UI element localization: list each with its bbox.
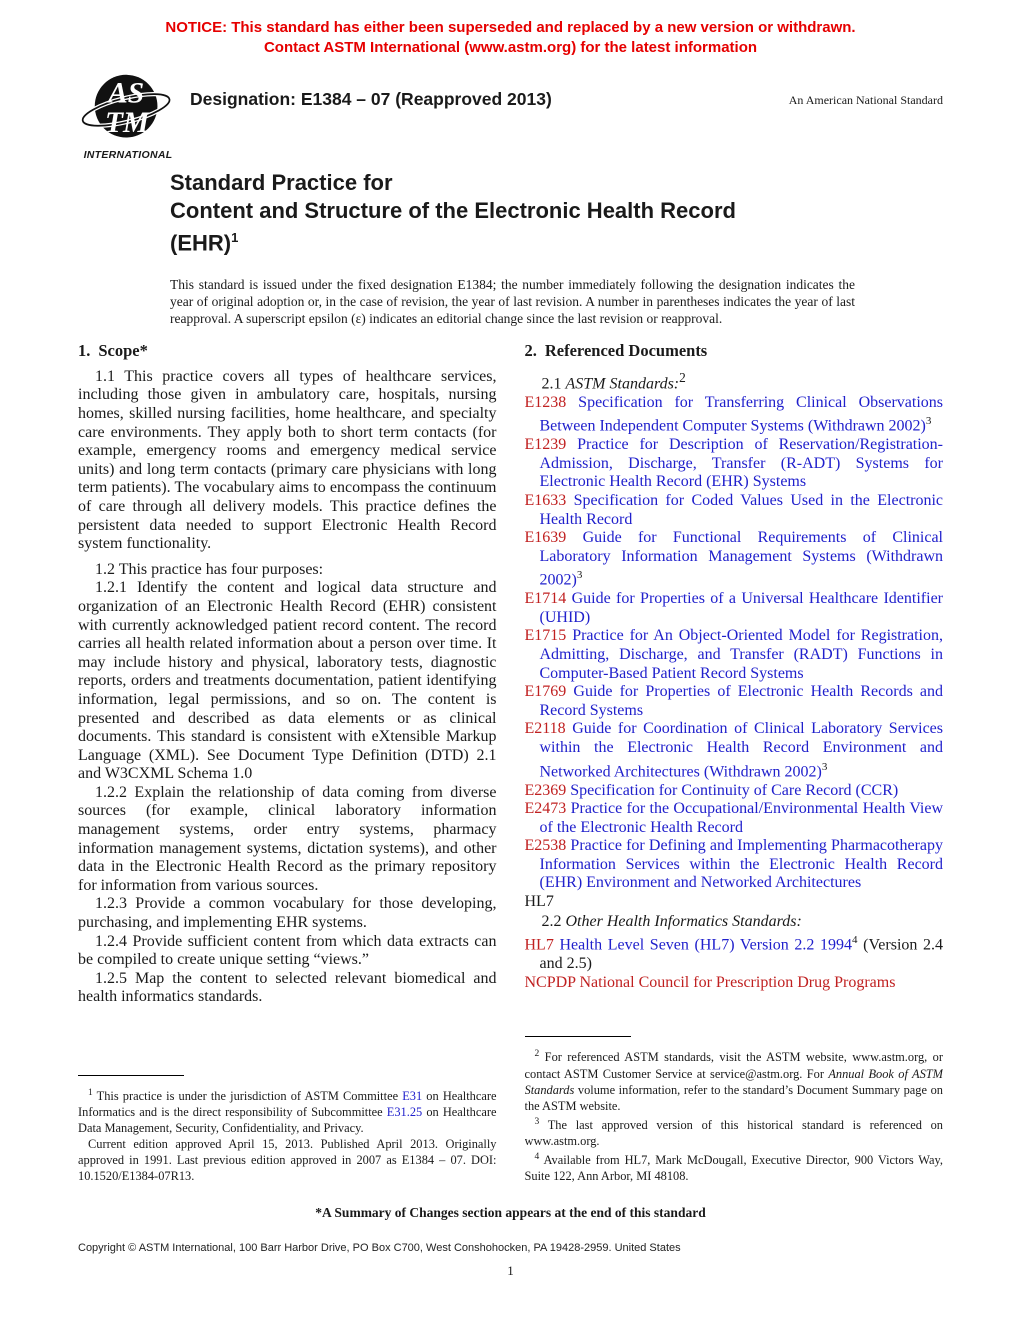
other-standards-subheading: 2.2 Other Health Informatics Standards:	[541, 912, 802, 930]
standard-title-link[interactable]: National Council for Prescription Drug Programs	[579, 973, 896, 991]
standard-title-link[interactable]: Guide for Functional Requirements of Clinical Laboratory Information Management Systems (Withdrawn 2002)	[539, 529, 943, 589]
two-column-body	[78, 340, 943, 1184]
left-column	[78, 340, 497, 1184]
footnote-4: $^4$ Available from HL7, Mark McDougall, Executive Director, 900 Victors Way, Suite 122, Ann Arbor, MI 48108.	[524, 1151, 943, 1183]
hl7-label: HL7	[524, 893, 554, 911]
designation: Designation: E1384 – 07 (Reapproved 2013)	[190, 89, 552, 109]
footnote-separator	[525, 1036, 631, 1037]
footnote-ref: 3	[925, 415, 932, 428]
svg-text:TM: TM	[104, 106, 150, 139]
paragraph-1-2-5: 1.2.5 Map the content to selected relevant biomedical and health informatics standards.	[78, 969, 497, 1006]
standard-code-link[interactable]: E1714	[524, 590, 567, 608]
referenced-documents-heading: 2. Referenced Documents	[524, 340, 708, 360]
copyright-line: Copyright © ASTM International, 100 Barr Harbor Drive, PO Box C700, West Conshohocken, PA 19428-2959. United States	[78, 1241, 681, 1254]
left-footnotes	[78, 1075, 497, 1184]
title-line-3: (EHR)$^1$	[170, 230, 239, 256]
standard-code-link[interactable]: E1238	[524, 393, 567, 411]
standard-code-link[interactable]: NCPDP	[524, 973, 576, 991]
standard-code-link[interactable]: HL7	[524, 936, 554, 954]
reference-entry	[525, 837, 944, 893]
astm-international-label: INTERNATIONAL	[83, 149, 173, 161]
standard-code-link[interactable]: E2118	[524, 720, 566, 738]
reference-entry	[525, 683, 944, 720]
right-column	[525, 340, 944, 1184]
standard-title	[170, 169, 943, 257]
title-footnote-sup: 1	[231, 230, 239, 245]
standard-title-link[interactable]: Guide for Properties of Electronic Health Records and Record Systems	[539, 683, 943, 719]
standard-title-link[interactable]: Specification for Transferring Clinical Observations Between Independent Computer Systems (Withdrawn 2002)	[539, 393, 943, 435]
reference-entry	[525, 492, 944, 529]
standard-title-link[interactable]: Practice for the Occupational/Environmental Health View of the Electronic Health Record	[539, 800, 943, 836]
footnote-separator	[78, 1075, 184, 1076]
scope-section	[78, 340, 497, 1007]
supersession-notice	[78, 18, 943, 58]
document-header	[78, 71, 943, 161]
scope-asterisk: *	[139, 340, 148, 360]
reference-entry	[525, 436, 944, 492]
reference-entry	[525, 782, 944, 801]
standard-code-link[interactable]: E2538	[524, 837, 567, 855]
page-number: 1	[507, 1262, 514, 1278]
astm-logo	[78, 71, 178, 161]
issuance-note: This standard is issued under the fixed designation E1384; the number immediately following the designation indicates the year of original adoption or, in the case of revision, the year of last revision. A number in parentheses indicates the year of last reapproval. A superscript epsilon (ε) indicates an editorial change since the last revision or reapproval.	[170, 276, 855, 326]
standard-code-link[interactable]: E1639	[524, 529, 567, 547]
footnote-3: $^3$ The last approved version of this historical standard is referenced on www.astm.org.	[524, 1116, 943, 1148]
astm-globe-icon	[80, 71, 176, 147]
astm-standards-list	[525, 394, 944, 893]
committee-e31-link[interactable]: E31	[402, 1088, 423, 1103]
standard-code-link[interactable]: E1633	[524, 491, 567, 509]
footnote-ref: 3	[821, 760, 828, 773]
subcommittee-e3125-link[interactable]: E31.25	[386, 1104, 423, 1119]
notice-line-2: Contact ASTM International (www.astm.org) for the latest information	[263, 39, 758, 56]
standard-title-link[interactable]: Practice for An Object-Oriented Model for Registration, Admitting, Discharge, and Transfer (RADT) Functions in Computer-Based Patient Record Systems	[539, 627, 943, 682]
right-footnotes	[525, 1036, 944, 1183]
reference-entry	[525, 394, 944, 437]
standard-code-link[interactable]: E1769	[524, 683, 567, 701]
title-line-1: Standard Practice for	[170, 170, 393, 195]
svg-text:AS: AS	[108, 77, 145, 110]
notice-line-1: NOTICE: This standard has either been superseded and replaced by a new version or withdrawn.	[165, 19, 856, 36]
scope-heading: 1. Scope*	[78, 340, 148, 360]
hl7-reference-entry: HL7 Health Level Seven (HL7) Version 2.2 1994$^4$ (Version 2.4 and 2.5)	[524, 934, 943, 973]
title-line-2: Content and Structure of the Electronic Health Record	[170, 197, 736, 223]
paragraph-1-2-3: 1.2.3 Provide a common vocabulary for those developing, purchasing, and implementing EHR systems.	[78, 895, 497, 932]
standard-code-link[interactable]: E1239	[524, 436, 567, 454]
national-standard-label: An American National Standard	[788, 93, 943, 107]
footnote-ref-4: 4	[852, 934, 858, 947]
standard-title-link[interactable]: Practice for Description of Reservation/Registration-Admission, Discharge, Transfer (R-ADT) Systems for Electronic Health Record (EHR) Systems	[539, 436, 943, 491]
footnote-ref-2: 2	[679, 369, 686, 385]
standard-code-link[interactable]: E1715	[524, 627, 567, 645]
standard-title-link[interactable]: Guide for Properties of a Universal Healthcare Identifier (UHID)	[539, 590, 943, 626]
paragraph-1-2: 1.2 This practice has four purposes:	[95, 560, 324, 578]
footnote-1: $^1$ This practice is under the jurisdiction of ASTM Committee E31 on Healthcare Informatics and is the direct responsibility of Subcommittee E31.25 on Healthcare Data Management, Security, Confidentiality, and Privacy.	[78, 1087, 497, 1135]
footnote-1-edition: Current edition approved April 15, 2013. Published April 2013. Originally approved in 1991. Last previous edition approved in 2007 as E1384 – 07. DOI: 10.1520/E1384-07R13.	[78, 1136, 497, 1183]
astm-standards-subheading: 2.1 ASTM Standards:$^2$	[541, 369, 686, 393]
standard-title-link[interactable]: Health Level Seven (HL7) Version 2.2 1994	[559, 936, 853, 954]
paragraph-1-2-2: 1.2.2 Explain the relationship of data coming from diverse sources (for example, clinical laboratory information management systems, order entry systems, pharmacy information management systems, dictation systems), and other data in the Electronic Health Record as the primary repository for information from various sources.	[78, 783, 497, 894]
reference-entry	[525, 529, 944, 590]
paragraph-1-1: 1.1 This practice covers all types of healthcare services, including those given in ambulatory care, hospitals, nursing homes, skilled nursing facilities, home healthcare, and specialty care environments. They apply both to short term contacts (for example, emergency rooms and emergency medical service units) and long term contacts (primary care physicians with long term patients). The vocabulary aims to encompass the continuum of care through all delivery models. This practice defines the persistent data needed to support Electronic Health Record system functionality.	[78, 367, 497, 553]
standard-title-link[interactable]: Practice for Defining and Implementing Pharmacotherapy Information Services within the Electronic Health Record (EHR) Environment and Networked Architectures	[539, 837, 943, 892]
referenced-documents-section	[525, 340, 944, 992]
reference-entry	[525, 590, 944, 627]
summary-of-changes-note: *A Summary of Changes section appears at the end of this standard	[315, 1204, 706, 1220]
reference-entry	[525, 800, 944, 837]
paragraph-1-2-4: 1.2.4 Provide sufficient content from which data extracts can be compiled to create unique setting “views.”	[78, 932, 497, 969]
standard-title-link[interactable]: Guide for Coordination of Clinical Laboratory Services within the Electronic Health Record Environment and Networked Architectures (Withdrawn 2002)	[539, 720, 943, 780]
standard-code-link[interactable]: E2473	[524, 800, 567, 818]
reference-entry	[525, 627, 944, 683]
standard-title-link[interactable]: Specification for Coded Values Used in the Electronic Health Record	[539, 491, 943, 528]
paragraph-1-2-1: 1.2.1 Identify the content and logical data structure and organization of an Electronic Health Record (EHR) consistent with currently acknowledged patient record content. The record carries all health related information about a person over time. It may include history and physical, laboratory tests, diagnostic reports, orders and treatments documentation, patient identifying information, legal permissions, and so on. The content is presented and described as data elements or as clinical documents. This standard is consistent with eXtensible Markup Language (XML). See Document Type Definition (DTD) 2.1 and W3CXML Schema 1.0	[78, 579, 497, 783]
footnote-2: $^2$ For referenced ASTM standards, visit the ASTM website, www.astm.org, or contact ASTM Customer Service at service@astm.org. For Annual Book of ASTM Standards volume information, refer to the standard’s Document Summary page on the ASTM website.	[524, 1049, 943, 1113]
standard-code-link[interactable]: E2369	[524, 781, 567, 799]
ncpdp-reference-entry	[525, 974, 944, 993]
footnote-ref: 3	[576, 569, 583, 582]
reference-entry	[525, 720, 944, 781]
standard-title-link[interactable]: Specification for Continuity of Care Record (CCR)	[570, 781, 899, 799]
